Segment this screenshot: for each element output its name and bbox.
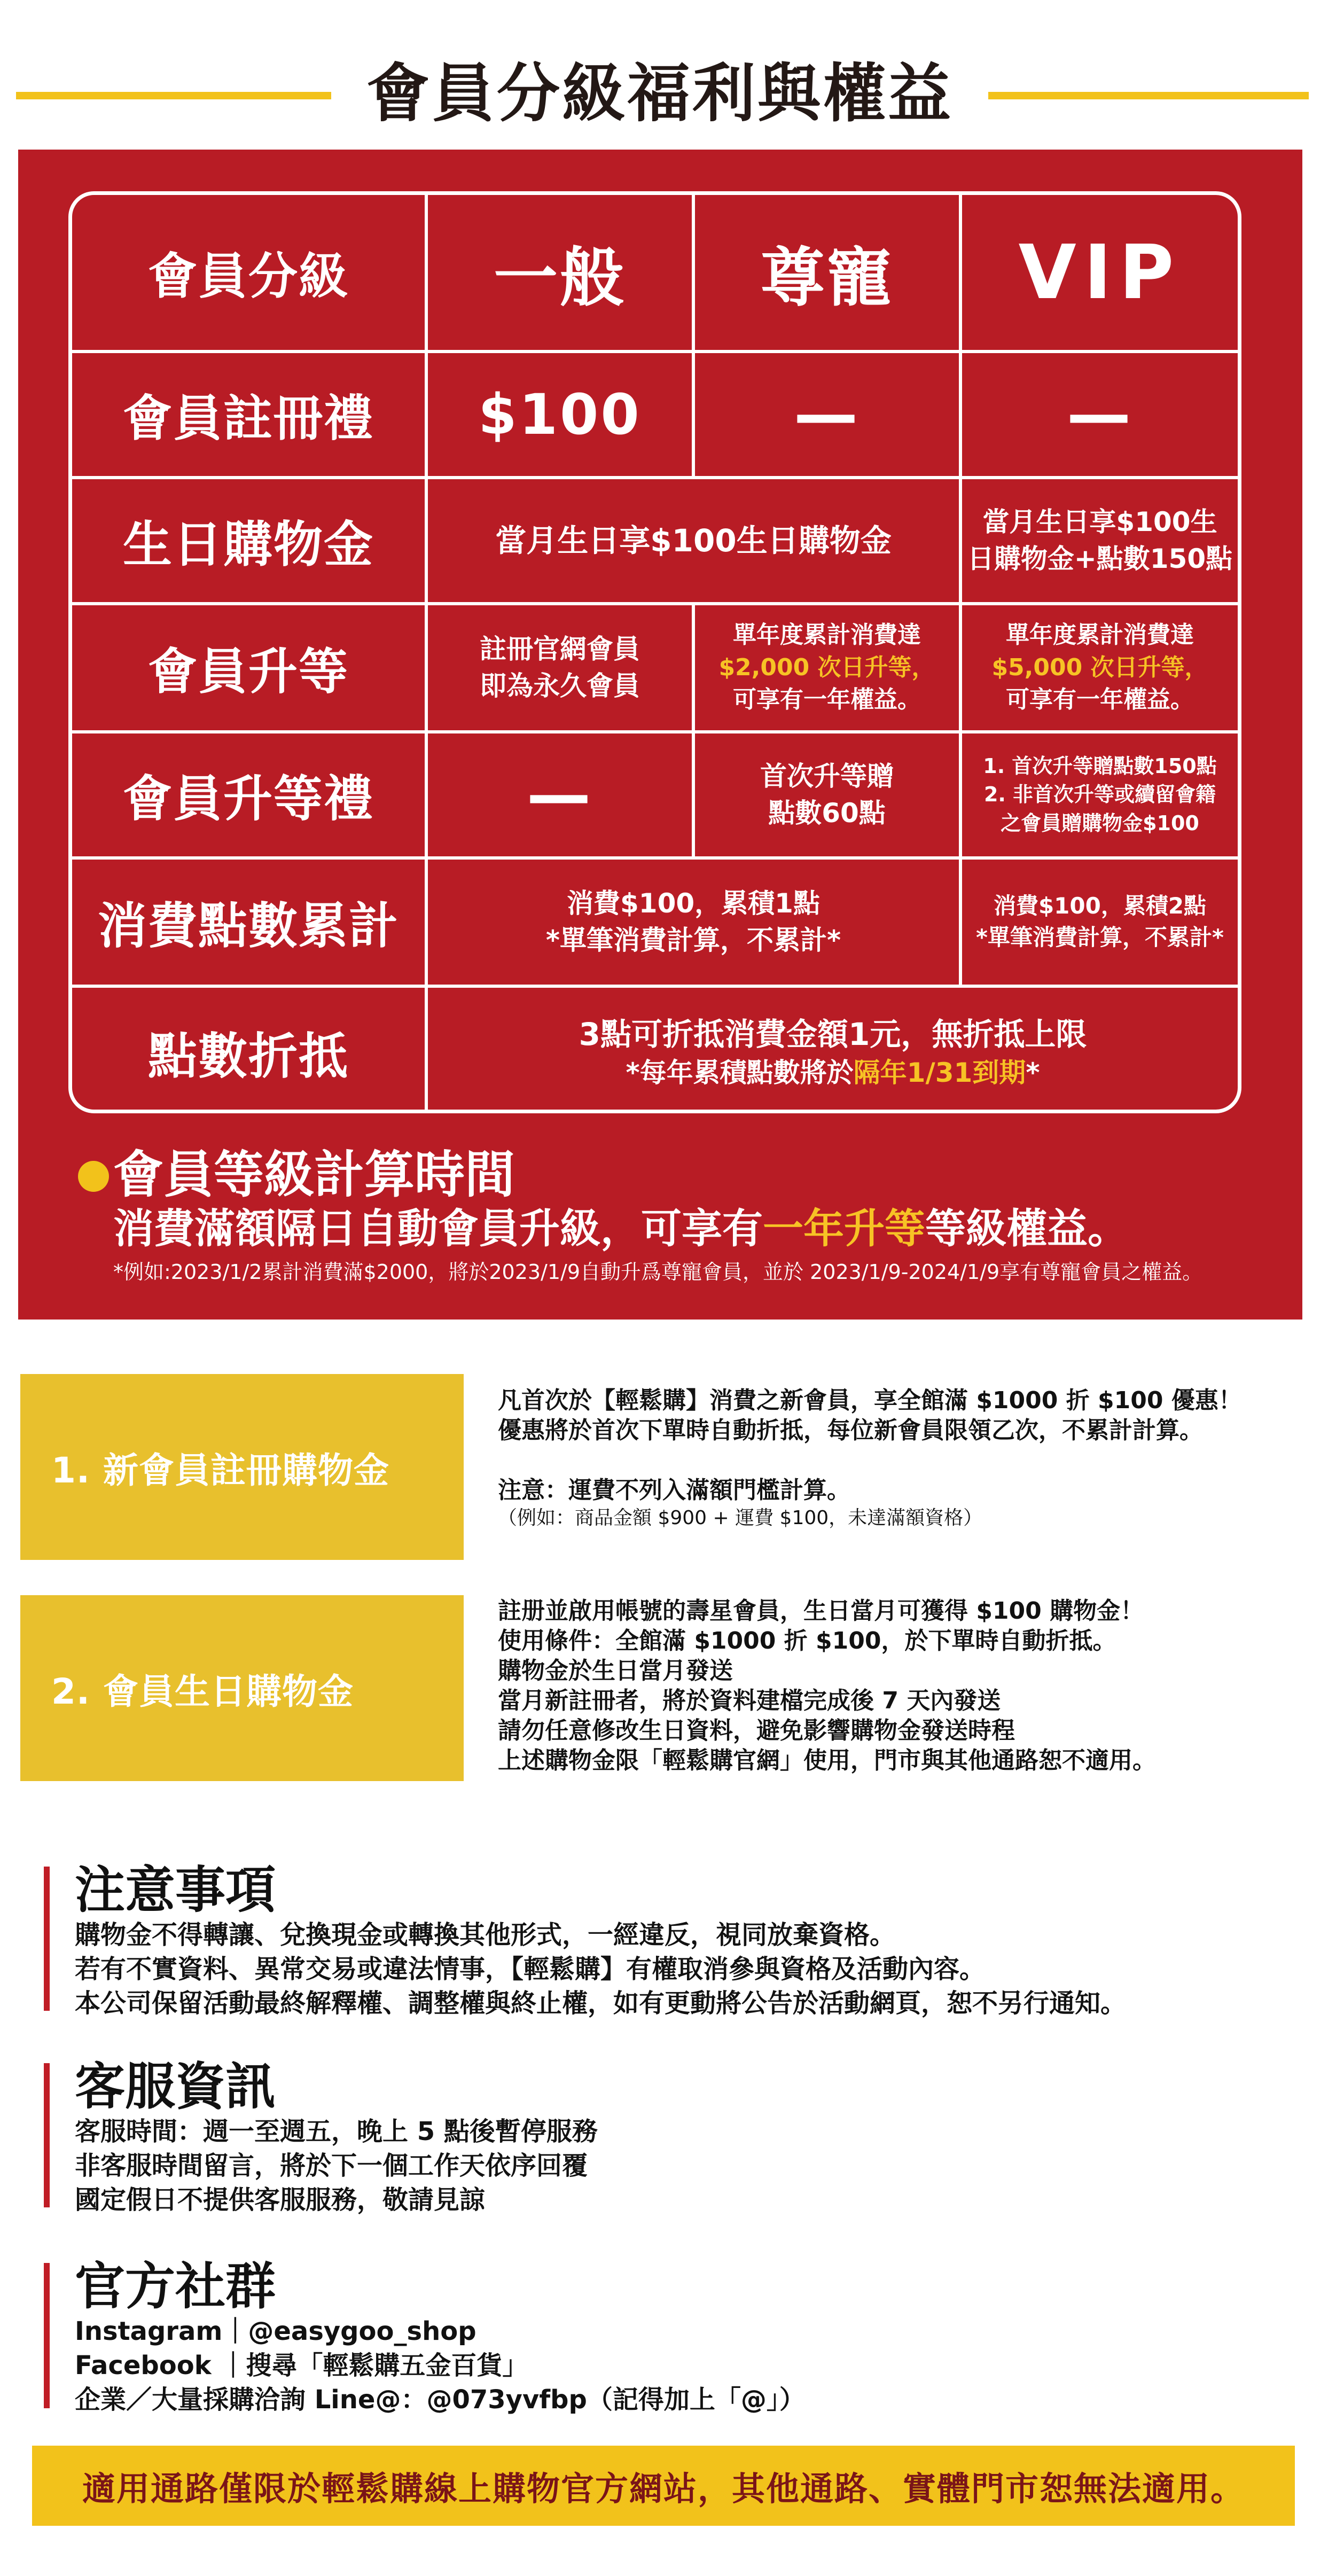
perk-new-member-text	[498, 1386, 1310, 1531]
upgrade-gift-vip-line: 1. 首次升等贈點數150點	[983, 754, 1217, 778]
upgrade-general-line: 即為永久會員	[480, 670, 640, 701]
perk-birthday-text	[498, 1596, 1310, 1776]
redeem-expiry-text: *	[1026, 1057, 1040, 1089]
birthday-vip-line: 日購物金+點數150點	[967, 543, 1233, 574]
perk-line: 上述購物金限「輕鬆購官網」使用，門市與其他通路恕不適用。	[498, 1747, 1156, 1774]
facebook-link[interactable]: Facebook ｜搜尋「輕鬆購五金百貨」	[75, 2351, 528, 2380]
level-calc-text: 消費滿額隔日自動會員升級，可享有	[113, 1205, 763, 1252]
service-line: 國定假日不提供客服服務，敬請見諒	[75, 2185, 486, 2215]
level-calc-text: 等級權益。	[925, 1205, 1128, 1252]
register-gift-general: $100	[425, 353, 692, 476]
points-general-line: *單筆消費計算，不累計*	[545, 925, 841, 956]
upgrade-premium-threshold: $2,000 次日升等，	[718, 653, 935, 681]
line-contact[interactable]: 企業／大量採購洽詢 Line@：@073yvfbp（記得加上「@」）	[75, 2385, 805, 2415]
table-row-birthday	[72, 476, 1238, 602]
footer-banner: 適用通路僅限於輕鬆購線上購物官方網站，其他通路、實體門市恕無法適用。	[32, 2446, 1295, 2526]
upgrade-general-line: 註冊官網會員	[480, 634, 640, 665]
perk-line: 購物金於生日當月發送	[498, 1657, 733, 1684]
row-label: 消費點數累計	[97, 897, 399, 955]
table-row-points	[72, 856, 1238, 985]
perk-line: 使用條件：全館滿 $1000 折 $100，於下單時自動折抵。	[498, 1627, 1116, 1654]
notice-line: 購物金不得轉讓、兌換現金或轉換其他形式，一經違反，視同放棄資格。	[75, 1920, 896, 1950]
birthday-vip	[959, 479, 1238, 602]
upgrade-premium-line: 單年度累計消費達	[733, 621, 921, 649]
level-calc-example: *例如:2023/1/2累計消費滿$2000，將於2023/1/9自動升爲尊寵會員，並於 2023/1/9-2024/1/9享有尊寵會員之權益。	[113, 1260, 1203, 1284]
upgrade-gift-premium	[692, 733, 959, 856]
upgrade-gift-vip	[959, 733, 1238, 856]
notices-body	[75, 1918, 1126, 2020]
level-calc-description	[113, 1202, 1128, 1255]
upgrade-vip-line: 單年度累計消費達	[1006, 621, 1194, 649]
instagram-link[interactable]: Instagram｜@easygoo_shop	[75, 2316, 476, 2346]
points-general-premium	[425, 860, 959, 985]
title-rule-left	[16, 92, 331, 99]
row-label: 點數折抵	[147, 1028, 349, 1085]
points-vip-line: 消費$100，累積2點	[993, 893, 1207, 919]
birthday-vip-line: 當月生日享$100生	[982, 506, 1217, 537]
perk-line: 優惠將於首次下單時自動折抵，每位新會員限領乙次，不累計計算。	[498, 1417, 1203, 1444]
redeem-expiry-highlight: 隔年1/31到期	[853, 1057, 1026, 1089]
upgrade-gift-general: —	[425, 733, 692, 856]
register-gift-premium: —	[692, 353, 959, 476]
perk-line: 當月新註冊者，將於資料建檔完成後 7 天內發送	[498, 1687, 1001, 1714]
perk-line: 請勿任意修改生日資料，避免影響購物金發送時程	[498, 1717, 1015, 1744]
social-heading: 官方社群	[75, 2258, 276, 2316]
redeem-expiry-text: *每年累積點數將於	[626, 1057, 854, 1089]
row-label: 會員升等	[147, 643, 349, 700]
register-gift-vip: —	[959, 353, 1238, 476]
service-accent-bar	[44, 2063, 50, 2207]
perk-birthday-label: 2. 會員生日購物金	[20, 1595, 464, 1781]
notice-line: 本公司保留活動最終解釋權、調整權與終止權，如有更動將公告於活動網頁，恕不另行通知。	[75, 1988, 1127, 2018]
service-body	[75, 2114, 598, 2217]
upgrade-gift-premium-line: 首次升等贈	[760, 761, 894, 792]
social-accent-bar	[44, 2263, 50, 2408]
upgrade-general	[425, 605, 692, 730]
tier-general-header: 一般	[425, 195, 692, 350]
level-calc-highlight: 一年升等	[763, 1205, 925, 1252]
upgrade-gift-vip-line: 2. 非首次升等或續留會籍	[983, 783, 1216, 807]
perk-line: 註册並啟用帳號的壽星會員，生日當月可獲得 $100 購物金！	[498, 1597, 1144, 1625]
notice-line: 若有不實資料、異常交易或違法情事，【輕鬆購】有權取消參與資格及活動內容。	[75, 1954, 986, 1984]
redeem-all-tiers	[425, 988, 1238, 1113]
table-row-register-gift	[72, 350, 1238, 476]
upgrade-gift-vip-line: 之會員贈購物金$100	[1001, 811, 1199, 835]
table-row-header	[72, 195, 1238, 350]
table-row-redeem	[72, 985, 1238, 1113]
social-body	[75, 2314, 805, 2417]
redeem-line: 3點可折抵消費金額1元，無折抵上限	[579, 1016, 1087, 1053]
tier-premium-header: 尊寵	[692, 195, 959, 350]
service-line: 非客服時間留言，將於下一個工作天依序回覆	[75, 2151, 588, 2181]
points-general-line: 消費$100，累積1點	[567, 888, 820, 919]
perk-line	[498, 1446, 1310, 1476]
notices-heading: 注意事項	[75, 1861, 276, 1919]
table-row-upgrade-gift	[72, 730, 1238, 856]
level-calc-heading: 會員等級計算時間	[113, 1146, 515, 1204]
table-row-upgrade	[72, 602, 1238, 730]
row-label: 會員分級	[147, 248, 349, 305]
row-label: 會員註冊禮	[122, 390, 374, 447]
points-vip-line: *單筆消費計算，不累計*	[976, 924, 1224, 950]
perk-line: 凡首次於【輕鬆購】消費之新會員，享全館滿 $1000 折 $100 優惠！	[498, 1387, 1242, 1414]
upgrade-gift-premium-line: 點數60點	[768, 798, 886, 829]
title-rule-right	[988, 92, 1309, 99]
upgrade-premium-line: 可享有一年權益。	[733, 686, 921, 714]
service-line: 客服時間：週一至週五，晚上 5 點後暫停服務	[75, 2117, 598, 2146]
membership-tier-table	[68, 191, 1241, 1113]
page-title: 會員分級福利與權益	[366, 56, 953, 130]
perk-line: 注意：運費不列入滿額門檻計算。	[498, 1477, 850, 1504]
redeem-expiry-line	[626, 1055, 1040, 1091]
birthday-general-premium: 當月生日享$100生日購物金	[425, 479, 959, 602]
upgrade-premium	[692, 605, 959, 730]
notices-accent-bar	[44, 1867, 50, 2011]
upgrade-vip-threshold: $5,000 次日升等，	[991, 653, 1208, 681]
upgrade-vip-line: 可享有一年權益。	[1006, 686, 1194, 714]
service-heading: 客服資訊	[75, 2058, 276, 2116]
row-label: 會員升等禮	[122, 770, 374, 828]
bullet-dot-icon	[78, 1161, 109, 1192]
perk-new-member-label: 1. 新會員註冊購物金	[20, 1374, 464, 1560]
upgrade-vip	[959, 605, 1238, 730]
row-label: 生日購物金	[122, 516, 374, 573]
tier-vip-header: VIP	[959, 195, 1238, 350]
perk-note: （例如：商品金額 $900 + 運費 $100，未達滿額資格）	[498, 1507, 983, 1529]
points-vip	[959, 860, 1238, 985]
